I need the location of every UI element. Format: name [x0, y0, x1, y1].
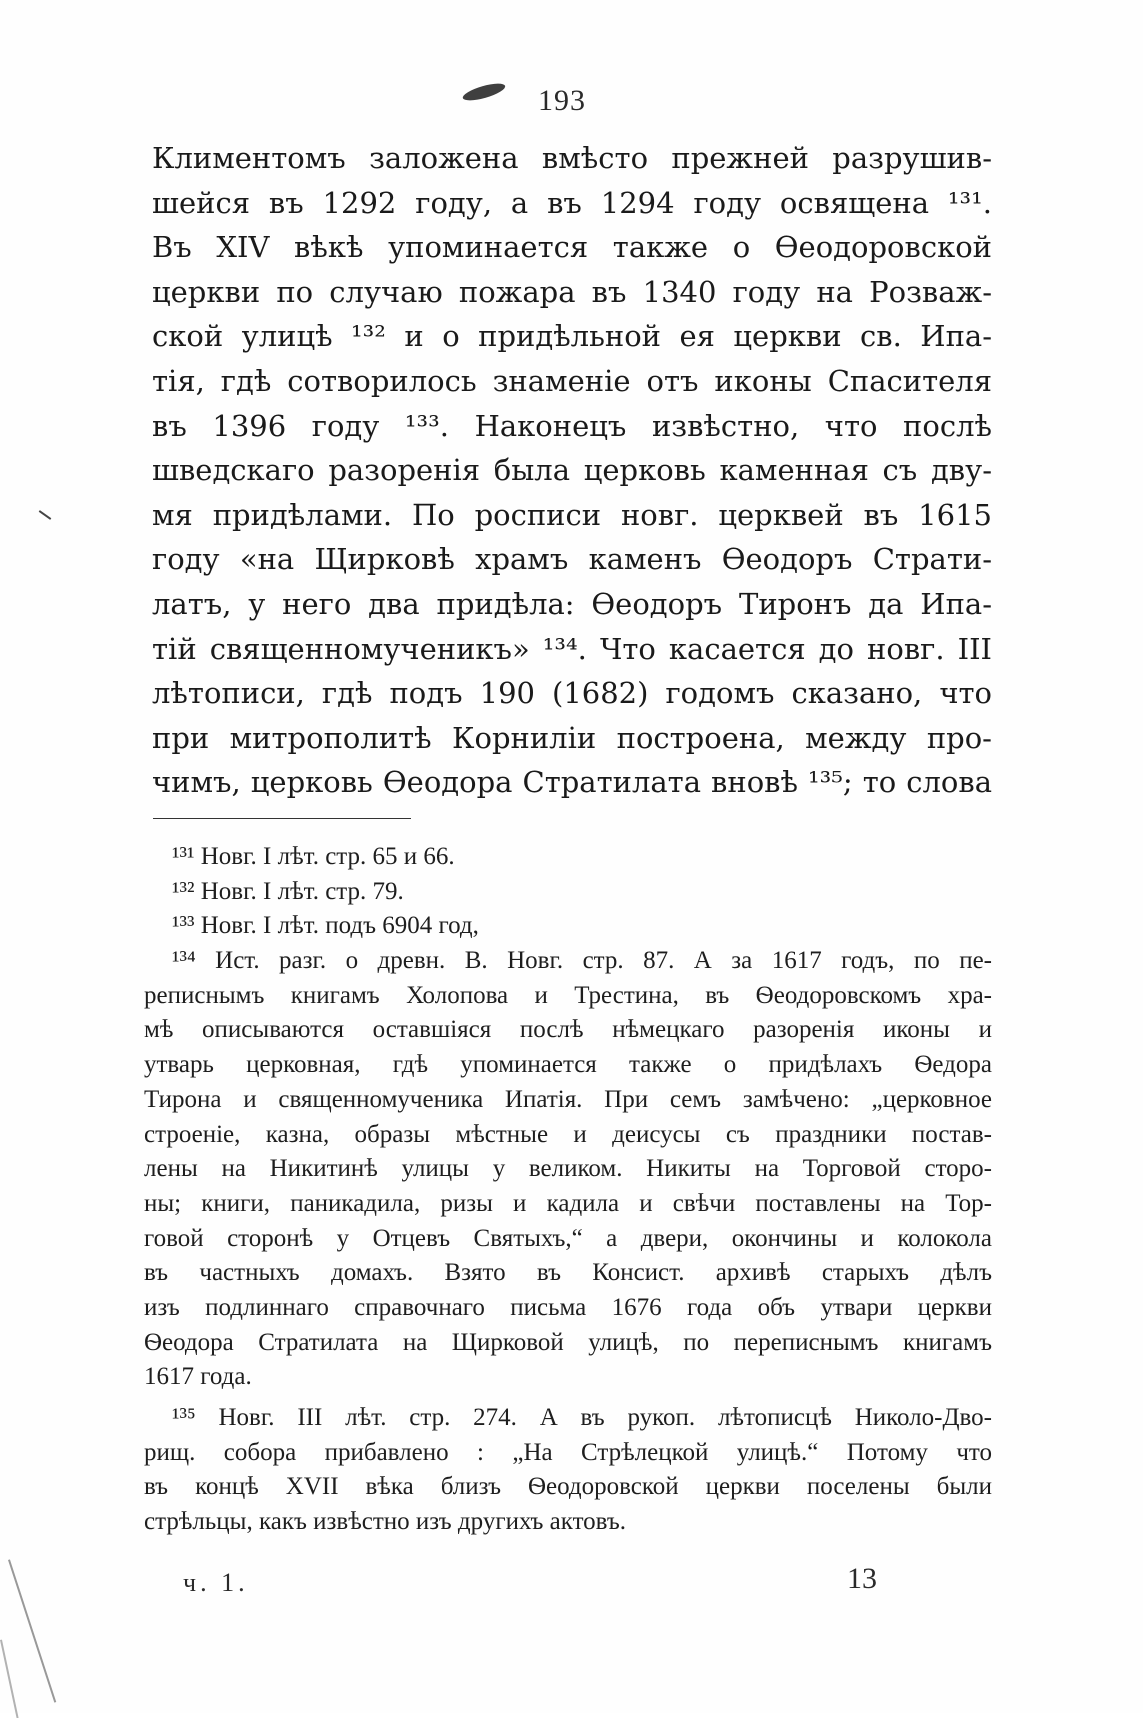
footnote-line: мѣ описываются оставшіяся послѣ нѣмецкаго разоренія иконы и: [144, 1016, 992, 1044]
main-text-line: чимъ, церковь Ѳеодора Стратилата вновѣ ¹³⁵; то слова: [152, 765, 992, 800]
main-text-block: [152, 136, 992, 805]
footnote-line: говой сторонѣ у Отцевъ Святыхъ,“ а двери, окончины и колокола: [144, 1224, 992, 1252]
margin-mark: [39, 510, 52, 520]
footnote-line: ¹³⁵ Новг. III лѣт. стр. 274. А въ рукоп. лѣтописцѣ Николо-Дво-: [172, 1404, 992, 1431]
main-text-line: шейся въ 1292 году, а въ 1294 году освящена ¹³¹.: [152, 185, 992, 220]
main-text-line: церкви по случаю пожара въ 1340 году на Розваж-: [152, 274, 992, 309]
footnote-line: ¹³³ Новг. I лѣт. подъ 6904 год,: [172, 912, 479, 940]
main-text-line: шведскаго разоренія была церковь каменная съ дву-: [152, 453, 992, 488]
main-text-line: въ 1396 году ¹³³. Наконецъ извѣстно, что послѣ: [152, 408, 992, 443]
footnote-line: строеніе, казна, образы мѣстные и деисусы съ праздники постав-: [144, 1120, 992, 1148]
footnote-line: реписнымъ книгамъ Холопова и Трестина, въ Ѳеодоровскомъ хра-: [144, 981, 992, 1009]
footnotes-block: [144, 840, 992, 1540]
footnote-line: ¹³¹ Новг. I лѣт. стр. 65 и 66.: [172, 843, 455, 870]
footnote-line: 1617 года.: [144, 1363, 252, 1391]
main-text-line: тія, гдѣ сотворилось знаменіе отъ иконы Спасителя: [152, 363, 992, 398]
footnote-divider: [153, 818, 411, 819]
footnote-line: рищ. собора прибавлено : „На Стрѣлецкой улицѣ.“ Потому что: [144, 1438, 992, 1466]
signature-mark: ч. 1.: [183, 1568, 249, 1597]
footnote-line: лены на Никитинѣ улицы у великом. Никиты на Торговой сторо-: [144, 1155, 992, 1183]
main-text-line: Климентомъ заложена вмѣсто прежней разрушив-: [152, 141, 992, 175]
page-edge-crease: [0, 1640, 19, 1718]
main-text-line: латъ, у него два придѣла: Ѳеодоръ Тиронъ да Ипа-: [152, 586, 992, 621]
footnote-line: Ѳеодора Стратилата на Щирковой улицѣ, по переписнымъ книгамъ: [144, 1328, 992, 1356]
footnote-line: Тирона и священномученика Ипатія. При семъ замѣчено: „церковное: [144, 1085, 992, 1113]
main-text-line: Въ XIV вѣкѣ упоминается также о Ѳеодоровской: [152, 230, 992, 265]
main-text-line: при митрополитѣ Корниліи построена, между про-: [152, 720, 992, 755]
footnote-line: ¹³² Новг. I лѣт. стр. 79.: [172, 877, 404, 905]
main-text-line: ской улицѣ ¹³² и о придѣльной ея церкви св. Ипа-: [152, 319, 992, 354]
main-text-line: году «на Щирковѣ храмъ каменъ Ѳеодоръ Страти-: [152, 542, 992, 577]
main-text-line: тій священномученикъ» ¹³⁴. Что касается до новг. III: [152, 631, 992, 666]
ink-mark: [461, 80, 507, 104]
page-edge-crease: [8, 1559, 56, 1702]
footnote-line: въ концѣ XVII вѣка близъ Ѳеодоровской церкви поселены были: [144, 1473, 992, 1501]
footnote-line: въ частныхъ домахъ. Взято въ Консист. архивѣ старыхъ дѣлъ: [144, 1259, 992, 1287]
footnote-line: ¹³⁴ Ист. разг. о древн. В. Новг. стр. 87. А за 1617 годъ, по пе-: [172, 947, 992, 975]
page-number: 193: [538, 84, 586, 117]
footnote-line: изъ подлиннаго справочнаго письма 1676 года объ утвари церкви: [144, 1293, 992, 1321]
footnote-line: ны; книги, паникадила, ризы и кадила и свѣчи поставлены на Тор-: [144, 1189, 992, 1217]
footnote-line: утварь церковная, гдѣ упоминается также о придѣлахъ Ѳедора: [144, 1051, 992, 1079]
footnote-line: стрѣльцы, какъ извѣстно изъ другихъ актовъ.: [144, 1508, 627, 1536]
main-text-line: лѣтописи, гдѣ подъ 190 (1682) годомъ сказано, что: [152, 676, 992, 711]
sheet-number: 13: [847, 1562, 877, 1595]
main-text-line: мя придѣлами. По росписи новг. церквей въ 1615: [152, 497, 992, 532]
